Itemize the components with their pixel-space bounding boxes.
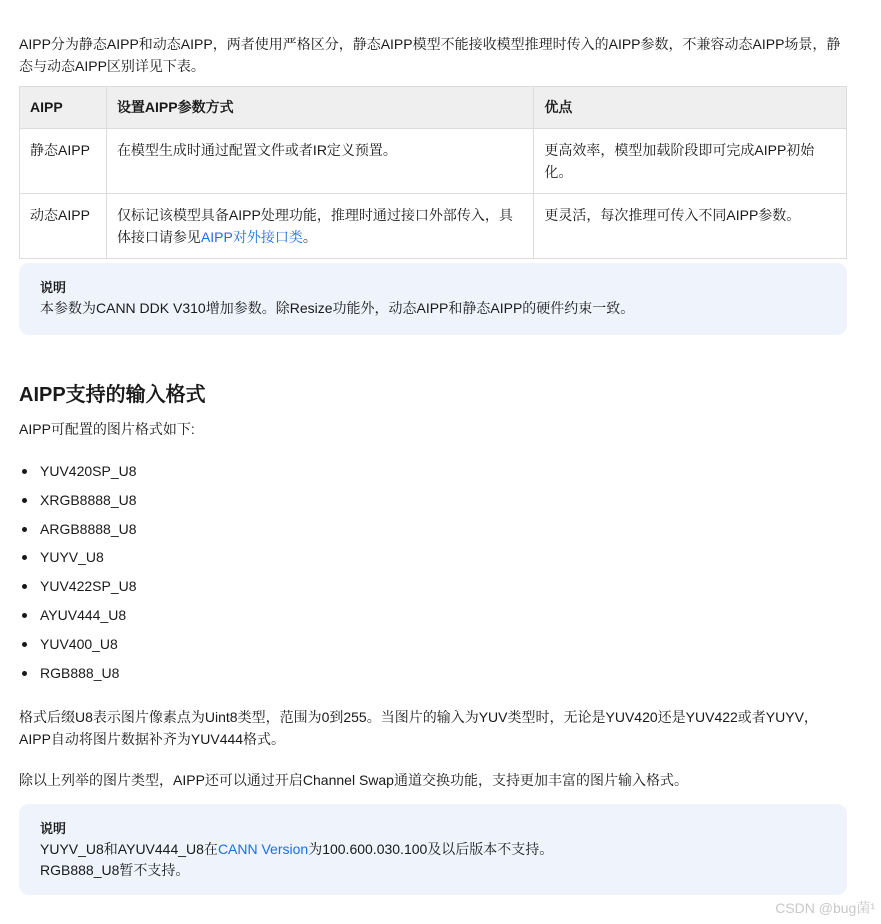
note-line: RGB888_U8暂不支持。 [40,862,190,878]
list-item: YUV420SP_U8 [19,460,137,489]
table-row [20,194,847,259]
method-text: 仅标记该模型具备AIPP处理功能，推理时通过接口外部传入，具体接口请参见 [116,207,513,245]
aipp-comparison-table [19,86,847,259]
note-text: YUYV_U8和AYUV444_U8在 [40,841,218,857]
cell-type: 静态AIPP [20,129,107,194]
section-heading: AIPP支持的输入格式 [19,384,206,406]
table-header-row [20,87,847,129]
channel-swap-paragraph: 除以上列举的图片类型，AIPP还可以通过开启Channel Swap通道交换功能，支持更加丰富的图片输入格式。 [19,772,688,788]
list-item: XRGB8888_U8 [19,489,137,518]
note-box [19,804,847,895]
cell-type: 动态AIPP [20,194,107,259]
note-line [40,839,826,860]
header-advantage: 优点 [534,87,847,129]
list-item: YUV400_U8 [19,633,137,662]
note-text: 本参数为CANN DDK V310增加参数。除Resize功能外，动态AIPP和静态AIPP的硬件约束一致。 [40,300,635,316]
section-subtitle: AIPP可配置的图片格式如下: [19,421,195,437]
note-title: 说明 [40,821,67,836]
aipp-interface-link[interactable]: AIPP对外接口类 [200,229,303,245]
list-item: YUV422SP_U8 [19,575,137,604]
format-list [19,460,137,690]
method-suffix: 。 [302,229,317,245]
list-item: YUYV_U8 [19,546,137,575]
format-suffix-paragraph: 格式后缀U8表示图片像素点为Uint8类型，范围为0到255。当图片的输入为YUV类型时，无论是YUV420还是YUV422或者YUYV，AIPP自动将图片数据补齐为YUV444格式。 [19,709,818,747]
list-item: ARGB8888_U8 [19,518,137,547]
cell-method [106,194,533,259]
cann-version-link[interactable]: CANN Version [217,841,309,857]
cell-method: 在模型生成时通过配置文件或者IR定义预置。 [106,129,533,194]
cell-advantage: 更高效率，模型加载阶段即可完成AIPP初始化。 [534,129,847,194]
intro-paragraph: AIPP分为静态AIPP和动态AIPP，两者使用严格区分，静态AIPP模型不能接收模型推理时传入的AIPP参数，不兼容动态AIPP场景，静态与动态AIPP区别详见下表。 [19,36,841,74]
note-text: 为100.600.030.100及以后版本不支持。 [308,841,554,857]
header-method: 设置AIPP参数方式 [106,87,533,129]
header-aipp: AIPP [20,87,107,129]
watermark: CSDN @bug菌¹ [775,900,875,916]
note-title: 说明 [40,280,67,295]
cell-advantage: 更灵活，每次推理可传入不同AIPP参数。 [534,194,847,259]
table-row [20,129,847,194]
list-item: RGB888_U8 [19,662,137,691]
list-item: AYUV444_U8 [19,604,137,633]
note-box [19,263,847,335]
